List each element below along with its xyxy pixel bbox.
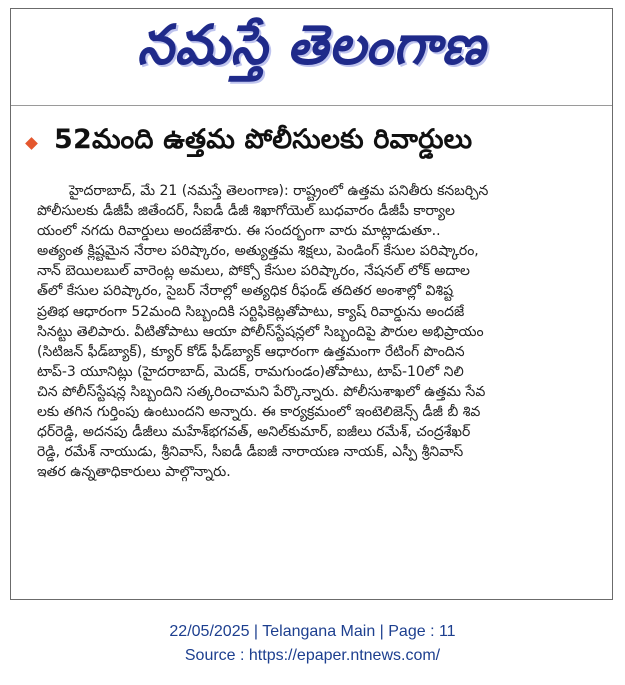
footer-meta: 22/05/2025 | Telangana Main | Page : 11 <box>169 623 456 640</box>
article-line: రెడ్డి, రమేశ్ నాయుడు, శ్రీనివాస్, సీఐడీ డీఐజీ నారాయణ నాయక్, ఎస్పీ శ్రీనివాస్ <box>37 444 464 461</box>
article-line: హైదరాబాద్, మే 21 (నమస్తే తెలంగాణ): రాష్ట్రంలో ఉత్తమ పనితీరు కనబర్చిన <box>69 183 489 199</box>
article-line: చిన పోలీస్‌స్టేషన్ల సిబ్బందిని సత్కరించామని పేర్కొన్నారు. పోలీసుశాఖలో ఉత్తమ సేవ <box>37 383 486 400</box>
article-line: లకు తగిన గుర్తింపు ఉంటుందని అన్నారు. ఈ కార్యక్రమంలో ఇంటెలిజెన్స్ డీజీ బీ శివ <box>37 404 481 421</box>
article-line: పోలీసులకు డీజీపీ జితేందర్, సీఐడీ డీజీ శిఖాగోయెల్ బుధవారం డీజీపీ కార్యాల <box>37 203 455 220</box>
clipping-frame <box>10 8 613 600</box>
article-line: సినట్టు తెలిపారు. వీటితోపాటు ఆయా పోలీస్‌స్టేషన్లలో సిబ్బందిపై పౌరుల అభిప్రాయం <box>37 323 484 340</box>
clipping-footer <box>0 620 625 668</box>
article-line: త్‌లో కేసుల పరిష్కారం, సైబర్ నేరాల్లో అత్యధిక రీఫండ్ తదితర అంశాల్లో విశిష్ట <box>37 283 454 300</box>
article-body <box>37 181 609 482</box>
newspaper-masthead <box>11 13 612 91</box>
headline-row <box>23 121 602 165</box>
article-line: టాప్-3 యూనిట్లు (హైదరాబాద్, మెదక్, రామగుండం)తోపాటు, టాప్-10లో నిలి <box>37 363 464 380</box>
masthead-divider <box>11 105 612 106</box>
footer-source: Source : https://epaper.ntnews.com/ <box>184 647 441 664</box>
article-line: అత్యంత క్లిష్టమైన నేరాల పరిష్కారం, అత్యుత్తమ శిక్షలు, పెండింగ్ కేసుల పరిష్కారం, <box>37 243 479 260</box>
article-line: ధర్‌రెడ్డి, అదనపు డీజీలు మహేశ్‌భగవత్, అనిల్‌కుమార్, ఐజీలు రమేశ్, చంద్రశేఖర్ <box>37 424 471 441</box>
article-line: ఇతర ఉన్నతాధికారులు పాల్గొన్నారు. <box>37 464 231 481</box>
masthead-logo-text: నమస్తే తెలంగాణ <box>137 13 486 78</box>
article-line: ప్రతిభ ఆధారంగా 52మంది సిబ్బందికి సర్టిఫికెట్లతోపాటు, క్యాష్ రివార్డును అందజే <box>37 303 465 320</box>
article-line: యంలో నగదు రివార్డులు అందజేశారు. ఈ సందర్భంగా వారు మాట్లాడుతూ.. <box>37 223 441 240</box>
article-headline: 52మంది ఉత్తమ పోలీసులకు రివార్డులు <box>54 124 473 155</box>
diamond-bullet-icon <box>25 137 38 150</box>
article-line: నాన్ బెయిలబుల్ వారెంట్ల అమలు, పోక్సో కేసుల పరిష్కారం, నేషనల్ లోక్ అదాల <box>37 263 470 280</box>
article-line: (సిటిజన్ ఫీడ్‌బ్యాక్), క్యూర్ కోడ్ ఫీడ్‌బ్యాక్ ఆధారంగా ఉత్తమంగా రేటింగ్ పొందిన <box>37 343 465 360</box>
